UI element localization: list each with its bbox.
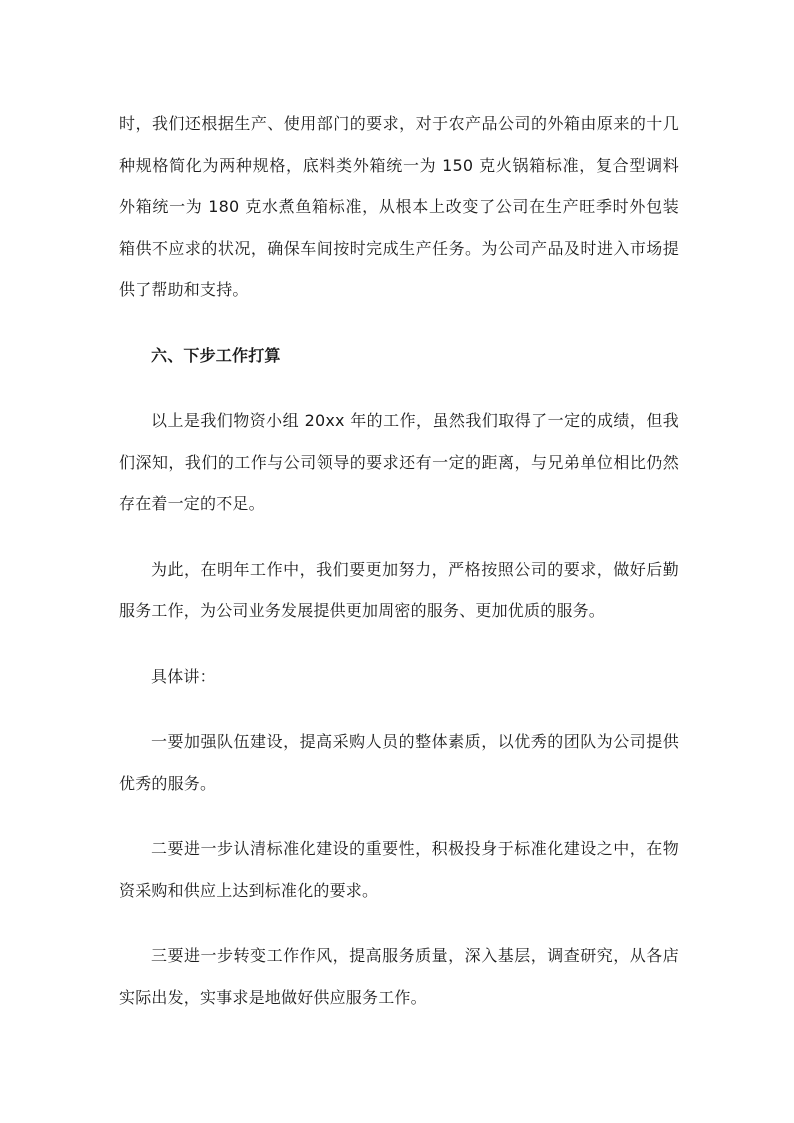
paragraph-summary: 以上是我们物资小组 20xx 年的工作，虽然我们取得了一定的成绩，但我们深知，我们的工作与公司领导的要求还有一定的距离，与兄弟单位相比仍然存在着一定的不足。 <box>119 411 679 513</box>
paragraph-point-two: 二要进一步认清标准化建设的重要性，积极投身于标准化建设之中，在物资采购和供应上达到标准化的要求。 <box>119 839 679 900</box>
paragraph-continuation: 时，我们还根据生产、使用部门的要求，对于农产品公司的外箱由原来的十几种规格简化为两种规格，底料类外箱统一为 150 克火锅箱标准，复合型调料外箱统一为 180 克水煮鱼箱标准，从根本上改变了公司在生产旺季时外包装箱供不应求的状况，确保车间按时完成生产任务。为公司产品及时进入市场提供了帮助和支持。 <box>119 114 679 299</box>
paragraph-point-three: 三要进一步转变工作作风，提高服务质量，深入基层，调查研究，从各店实际出发，实事求是地做好供应服务工作。 <box>119 946 679 1007</box>
document-body <box>119 103 679 1018</box>
paragraph-point-one: 一要加强队伍建设，提高采购人员的整体素质，以优秀的团队为公司提供优秀的服务。 <box>119 732 679 793</box>
section-heading: 六、下步工作打算 <box>151 345 281 365</box>
paragraph-specifics-intro: 具体讲： <box>151 666 216 686</box>
paragraph-plan: 为此，在明年工作中，我们要更加努力，严格按照公司的要求，做好后勤服务工作，为公司业务发展提供更加周密的服务、更加优质的服务。 <box>119 559 679 620</box>
